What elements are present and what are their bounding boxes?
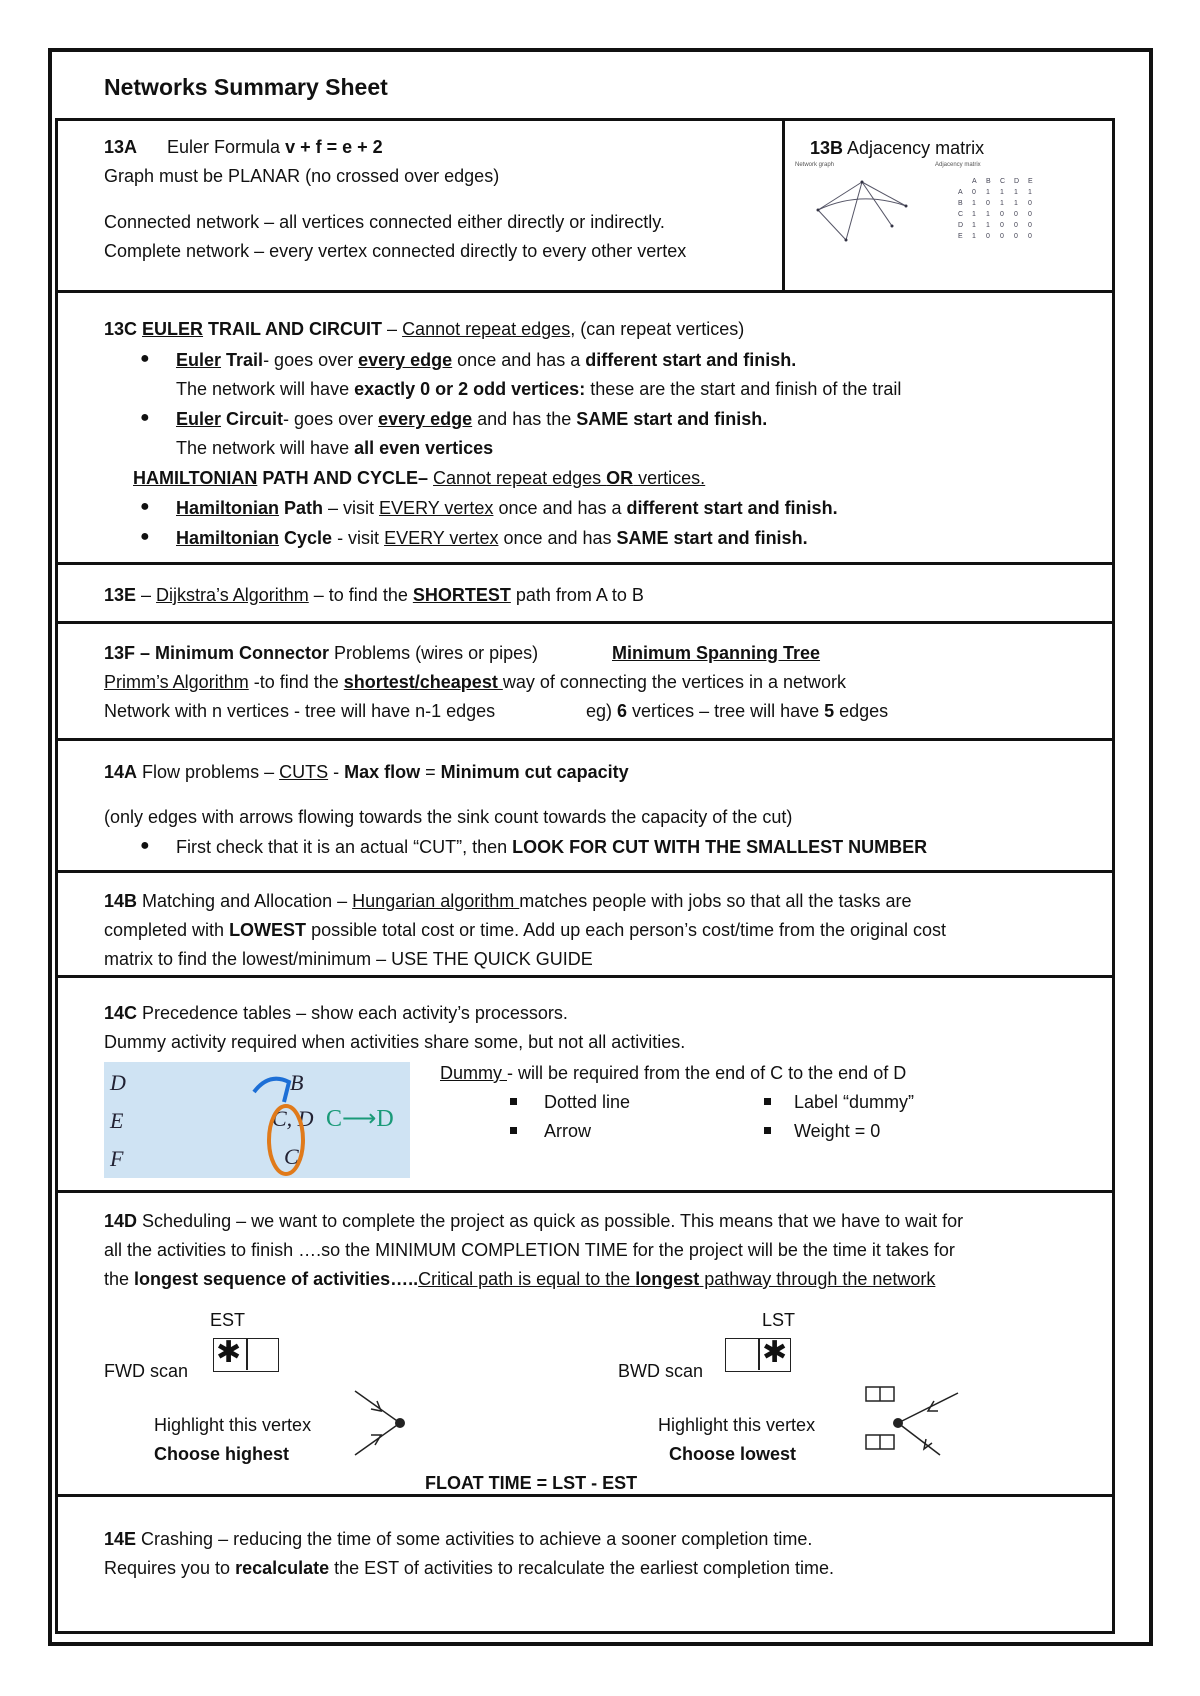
s13f-line3b: eg) xyxy=(586,701,618,721)
s13e-name: Dijkstra’s Algorithm xyxy=(156,585,309,605)
s14c-line1 xyxy=(104,1002,568,1024)
s14b-line2 xyxy=(104,919,946,941)
s14a-line1b: - xyxy=(328,762,345,782)
matrix-row xyxy=(958,187,1042,198)
s13c-trail xyxy=(176,349,796,371)
fwd-scan-label: FWD scan xyxy=(104,1361,189,1381)
s14d-line3d: longest xyxy=(635,1269,700,1289)
matrix-cell: D xyxy=(958,222,964,229)
matrix-cell: C xyxy=(958,211,964,218)
matrix-cell: 0 xyxy=(1014,222,1018,229)
matrix-header-row xyxy=(958,176,1042,187)
s13f-dash: – xyxy=(135,643,156,663)
s14d-line3a: the xyxy=(104,1269,135,1289)
s14a-line1a: Flow problems – xyxy=(137,762,280,782)
matrix-cell: 0 xyxy=(1000,222,1004,229)
s14b-line1 xyxy=(104,890,911,912)
matrix-cell: 0 xyxy=(986,200,990,207)
s13c-every-edge: every edge xyxy=(358,350,453,370)
bullet-dot: ● xyxy=(140,409,150,426)
bwd-vertex-diagram xyxy=(860,1385,965,1460)
s14b-line1b: matches people with jobs so that all the tasks are xyxy=(519,891,912,911)
matrix-cell: 0 xyxy=(986,233,990,240)
matrix-cell: 1 xyxy=(1028,189,1032,196)
matrix-row xyxy=(958,198,1042,209)
s13a-code: 13A xyxy=(104,137,138,157)
s14e-line1-text: Crashing – reducing the time of some activities to achieve a sooner completion time. xyxy=(136,1529,813,1549)
s13f-line3d: vertices – tree will have xyxy=(627,701,825,721)
s14d-line3 xyxy=(104,1268,935,1290)
s14a-cuts: CUTS xyxy=(279,762,329,782)
photo-f: F xyxy=(110,1146,124,1171)
s13f-mc: Minimum Connector xyxy=(155,643,330,663)
matrix-cell: 0 xyxy=(1028,200,1032,207)
matrix-cell: 0 xyxy=(1014,211,1018,218)
s14a-bullet-a: First check that it is an actual “CUT”, then xyxy=(176,837,513,857)
s14c-line1-text: Precedence tables – show each activity’s processors. xyxy=(137,1003,568,1023)
s14d-line3b: longest sequence of activities….. xyxy=(134,1269,419,1289)
square-bullet xyxy=(510,1127,517,1134)
s13f-line3f: edges xyxy=(834,701,889,721)
s14c-item-weight: Weight = 0 xyxy=(794,1121,881,1141)
s13b-code: 13B xyxy=(810,138,844,158)
s14c-code: 14C xyxy=(104,1003,138,1023)
s14c-item-dotted: Dotted line xyxy=(544,1092,631,1112)
s13f-line2c: way of connecting the vertices in a network xyxy=(502,672,847,692)
s13c-heading xyxy=(104,318,744,340)
matrix-cell: 1 xyxy=(1000,189,1004,196)
matrix-header-cell: D xyxy=(1014,178,1020,185)
s13a-line1 xyxy=(104,136,383,158)
matrix-cell: 0 xyxy=(1000,211,1004,218)
photo-e: E xyxy=(110,1108,124,1133)
s13c-ham-head2: PATH AND CYCLE xyxy=(257,468,418,488)
photo-d: D xyxy=(110,1070,126,1095)
s14a-bullet xyxy=(176,836,927,858)
choose-lowest: Choose lowest xyxy=(669,1444,797,1464)
photo-annotations xyxy=(104,1062,410,1178)
s13c-hp-desc2: once and has a xyxy=(493,498,627,518)
s13c-heading-mid: TRAIL AND CIRCUIT xyxy=(203,319,383,339)
s14e-code: 14E xyxy=(104,1529,137,1549)
matrix-cell: 1 xyxy=(1014,189,1018,196)
s13f-line2b: shortest/cheapest xyxy=(343,672,503,692)
matrix-cell: 1 xyxy=(972,233,976,240)
s13e-shortest: SHORTEST xyxy=(412,585,511,605)
s13a-formula-prefix: Euler Formula xyxy=(167,137,286,157)
s13c-ham-cycle xyxy=(176,527,808,549)
s13c-tail: , (can repeat vertices) xyxy=(570,319,745,339)
highlight-right: Highlight this vertex xyxy=(658,1415,816,1435)
s13c-euler: EULER xyxy=(142,319,204,339)
matrix-header-cell: B xyxy=(986,178,991,185)
matrix-row xyxy=(958,220,1042,231)
matrix-header-cell: C xyxy=(1000,178,1006,185)
page-title: Networks Summary Sheet xyxy=(104,74,388,100)
matrix-cell: 1 xyxy=(972,200,976,207)
lst-label: LST xyxy=(762,1310,796,1330)
bullet-dot: ● xyxy=(140,498,150,515)
photo-cd: C, D xyxy=(272,1106,314,1131)
s13c-circ-euler: Euler xyxy=(176,409,222,429)
s14d-line1-text: Scheduling – we want to complete the project as quick as possible. This means that we have to wait for xyxy=(137,1211,964,1231)
s13c-circuit xyxy=(176,408,767,430)
s13a-formula: v + f = e + 2 xyxy=(285,137,383,157)
s14b-line2a: completed with xyxy=(104,920,230,940)
s14a-mincut: Minimum cut capacity xyxy=(440,762,629,782)
s14a-bullet-b: LOOK FOR CUT WITH THE SMALLEST NUMBER xyxy=(512,837,928,857)
s13c-trail-desc1: - goes over xyxy=(263,350,359,370)
s13c-circuit-sub xyxy=(176,437,493,459)
s14d-line3e: pathway through the network xyxy=(699,1269,936,1289)
highlight-left: Highlight this vertex xyxy=(154,1415,312,1435)
s13e-code: 13E xyxy=(104,585,137,605)
s13c-circ-sub1: The network will have xyxy=(176,438,355,458)
s14c-dummy xyxy=(440,1062,906,1084)
s13e-tail: path from A to B xyxy=(510,585,644,605)
matrix-cell: 1 xyxy=(1014,200,1018,207)
s13c-hp-word: Path xyxy=(279,498,324,518)
precedence-photo xyxy=(104,1062,410,1178)
s13e-dash: – xyxy=(136,585,157,605)
s13f-mst xyxy=(612,642,820,664)
s13c-hc-desc3: SAME start and finish. xyxy=(616,528,808,548)
matrix-cell: B xyxy=(958,200,963,207)
s13c-ham-heading xyxy=(133,467,705,489)
s13b-matrix xyxy=(958,176,1042,242)
s13f-line3e: 5 xyxy=(824,701,835,721)
s13c-cannot: Cannot repeat edges xyxy=(402,319,571,339)
matrix-cell: 0 xyxy=(1028,211,1032,218)
s14e-line2a: Requires you to xyxy=(104,1558,236,1578)
s13b-label: Adjacency matrix xyxy=(843,138,985,158)
s13a-line3: Connected network – all vertices connected either directly or indirectly. xyxy=(104,212,665,232)
s14a-maxflow: Max flow xyxy=(344,762,421,782)
lst-star: ✱ xyxy=(762,1336,788,1369)
s13c-circ-desc1: - goes over xyxy=(283,409,379,429)
s13c-hc-word: Cycle xyxy=(279,528,333,548)
fwd-vertex-diagram xyxy=(345,1385,415,1460)
s13c-trail-sub1: The network will have xyxy=(176,379,355,399)
s14e-line2 xyxy=(104,1557,834,1579)
s13b-graph-caption: Network graph xyxy=(795,162,835,168)
est-label: EST xyxy=(210,1310,246,1330)
matrix-cell: 1 xyxy=(972,222,976,229)
s13f-line1 xyxy=(104,642,538,664)
matrix-header-cell: A xyxy=(972,178,977,185)
matrix-row xyxy=(958,231,1042,242)
s13e-line xyxy=(104,584,644,606)
s13c-circ-desc3: SAME start and finish. xyxy=(576,409,768,429)
s13c-every-vertex: EVERY vertex xyxy=(379,498,494,518)
matrix-row xyxy=(958,209,1042,220)
s13e-mid: – to find the xyxy=(308,585,413,605)
s13f-line2 xyxy=(104,671,846,693)
s13b-network-graph xyxy=(810,170,920,250)
matrix-cell: 1 xyxy=(986,222,990,229)
s14b-lowest: LOWEST xyxy=(229,920,307,940)
s13c-trail-word: Trail xyxy=(221,350,264,370)
s14c-item-label: Label “dummy” xyxy=(794,1092,915,1112)
s14b-line3: matrix to find the lowest/minimum – USE THE QUICK GUIDE xyxy=(104,949,593,969)
s13c-circ-word: Circuit xyxy=(221,409,284,429)
photo-b: B xyxy=(290,1070,304,1095)
s13c-ham-head: HAMILTONIAN xyxy=(133,468,258,488)
s13c-code: 13C xyxy=(104,319,143,339)
s14c-item-arrow: Arrow xyxy=(544,1121,592,1141)
s14d-line3c: Critical path is equal to the xyxy=(418,1269,636,1289)
s13f-mst-text: Minimum Spanning Tree xyxy=(612,643,821,663)
bullet-dot: ● xyxy=(140,528,150,545)
est-box-divider xyxy=(246,1339,248,1370)
matrix-cell: 1 xyxy=(986,189,990,196)
s14e-line2b: recalculate xyxy=(235,1558,330,1578)
s14a-line1c: = xyxy=(420,762,441,782)
square-bullet xyxy=(510,1098,517,1105)
s13b-heading xyxy=(810,137,984,159)
s13c-circ-every-edge: every edge xyxy=(378,409,473,429)
s13f-line2a: -to find the xyxy=(248,672,344,692)
s14b-hungarian: Hungarian algorithm xyxy=(352,891,520,911)
matrix-cell: 1 xyxy=(1000,200,1004,207)
s13c-hc-every-vertex: EVERY vertex xyxy=(384,528,499,548)
matrix-cell: 1 xyxy=(972,211,976,218)
matrix-cell: E xyxy=(958,233,963,240)
s13c-trail-sub2: exactly 0 or 2 odd vertices: xyxy=(354,379,586,399)
s13c-dash: – xyxy=(382,319,403,339)
s13c-ham-or: OR xyxy=(606,468,634,488)
matrix-cell: 1 xyxy=(986,211,990,218)
square-bullet xyxy=(764,1098,771,1105)
matrix-cell: 0 xyxy=(1014,233,1018,240)
s13f-primm: Primm’s Algorithm xyxy=(104,672,249,692)
s14b-code: 14B xyxy=(104,891,138,911)
s14c-dummy-word: Dummy xyxy=(440,1063,507,1083)
s13c-hp-desc3: different start and finish. xyxy=(626,498,838,518)
s14e-line2c: the EST of activities to recalculate the earliest completion time. xyxy=(329,1558,835,1578)
s14d-line1 xyxy=(104,1210,963,1232)
s14a-code: 14A xyxy=(104,762,138,782)
s13c-hc-ham: Hamiltonian xyxy=(176,528,280,548)
matrix-cell: A xyxy=(958,189,963,196)
s13f-problems: Problems (wires or pipes) xyxy=(329,643,539,663)
s13c-hc-desc1: - visit xyxy=(332,528,385,548)
matrix-cell: 0 xyxy=(1028,233,1032,240)
bwd-scan-label: BWD scan xyxy=(618,1361,704,1381)
s14a-line2: (only edges with arrows flowing towards the sink count towards the capacity of the cut) xyxy=(104,807,793,827)
s13a-line4: Complete network – every vertex connected directly to every other vertex xyxy=(104,241,687,261)
lst-box xyxy=(725,1338,791,1372)
square-bullet xyxy=(764,1127,771,1134)
matrix-cell: 0 xyxy=(1000,233,1004,240)
s14b-line1a: Matching and Allocation – xyxy=(137,891,353,911)
matrix-cell: 0 xyxy=(972,189,976,196)
s13c-circ-sub2: all even vertices xyxy=(354,438,494,458)
matrix-cell: 0 xyxy=(1028,222,1032,229)
s13f-line3-example xyxy=(586,700,888,722)
photo-c: C xyxy=(284,1144,299,1169)
s14e-line1 xyxy=(104,1528,812,1550)
float-time: FLOAT TIME = LST - EST xyxy=(425,1473,638,1493)
s13c-hc-desc2: once and has xyxy=(498,528,617,548)
s14c-dummy-tail: - will be required from the end of C to the end of D xyxy=(507,1063,907,1083)
s13f-line3c: 6 xyxy=(617,701,628,721)
photo-note: C⟶D xyxy=(326,1106,394,1132)
est-star: ✱ xyxy=(216,1336,242,1369)
s14b-line2b: possible total cost or time. Add up each person’s cost/time from the original cost xyxy=(306,920,947,940)
s14d-line2: all the activities to finish ….so the MINIMUM COMPLETION TIME for the project will be the time it takes for xyxy=(104,1240,955,1260)
s13f-code: 13F xyxy=(104,643,136,663)
s13c-trail-sub3: these are the start and finish of the trail xyxy=(585,379,902,399)
s13c-trail-desc3: different start and finish. xyxy=(585,350,797,370)
s13c-ham-cannot: Cannot repeat edges xyxy=(433,468,607,488)
s14a-line1 xyxy=(104,761,629,783)
choose-highest: Choose highest xyxy=(154,1444,290,1464)
s13c-circ-desc2: and has the xyxy=(472,409,577,429)
s13c-hp-ham: Hamiltonian xyxy=(176,498,280,518)
s13c-hp-desc1: – visit xyxy=(323,498,380,518)
s14c-line2: Dummy activity required when activities share some, but not all activities. xyxy=(104,1032,686,1052)
s13c-ham-vertices: vertices. xyxy=(633,468,706,488)
bullet-dot: ● xyxy=(140,350,150,367)
s14d-code: 14D xyxy=(104,1211,138,1231)
s13a-line2: Graph must be PLANAR (no crossed over edges) xyxy=(104,166,500,186)
matrix-header-cell: E xyxy=(1028,178,1033,185)
s13c-ham-path xyxy=(176,497,838,519)
s13c-ham-dash: – xyxy=(418,468,434,488)
s13c-trail-sub xyxy=(176,378,901,400)
s13f-line3: Network with n vertices - tree will have n-1 edges xyxy=(104,701,496,721)
bullet-dot: ● xyxy=(140,837,150,854)
s13b-matrix-caption: Adjacency matrix xyxy=(935,162,981,168)
est-box xyxy=(213,1338,279,1372)
lst-box-divider xyxy=(758,1339,760,1370)
s13c-trail-euler: Euler xyxy=(176,350,222,370)
s13c-trail-desc2: once and has a xyxy=(452,350,586,370)
